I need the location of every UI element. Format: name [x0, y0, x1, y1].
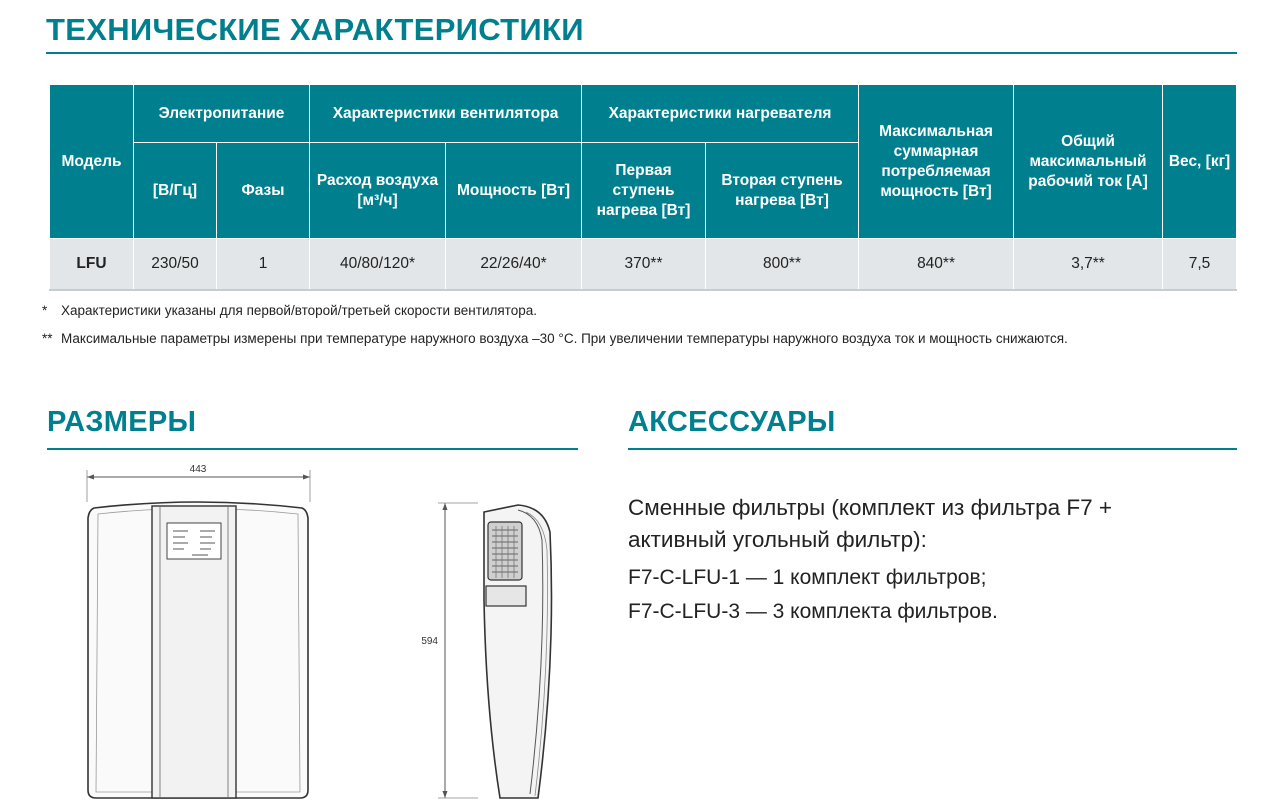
footnote-text: Максимальные параметры измерены при температуре наружного воздуха –30 °С. При увеличении температуры наружного воздуха ток и мощность снижаются. — [61, 331, 1068, 346]
title-divider — [46, 52, 1237, 54]
cell-fan-power: 22/26/40* — [446, 239, 582, 291]
footnote-text: Характеристики указаны для первой/второй/третьей скорости вентилятора. — [61, 303, 537, 318]
unit-side-view — [484, 505, 552, 798]
dimensions-divider — [47, 448, 578, 450]
cell-max-current: 3,7** — [1014, 239, 1163, 291]
header-weight: Вес, [кг] — [1163, 85, 1237, 239]
header-airflow: Расход воздуха [м³/ч] — [310, 143, 446, 239]
cell-phases: 1 — [217, 239, 310, 291]
header-max-total-power: Максимальная суммарная потребляемая мощность [Вт] — [859, 85, 1014, 239]
accessories-line-1: Сменные фильтры (комплект из фильтра F7 + — [628, 495, 1113, 520]
cell-weight: 7,5 — [1163, 239, 1237, 291]
header-fan-power: Мощность [Вт] — [446, 143, 582, 239]
header-stage2: Вторая ступень нагрева [Вт] — [706, 143, 859, 239]
header-power-supply: Электропитание — [134, 85, 310, 143]
header-voltage: [В/Гц] — [134, 143, 217, 239]
accessories-divider — [628, 448, 1237, 450]
accessories-item-1: F7-C-LFU-1 — 1 комплект фильтров; — [628, 566, 987, 589]
cell-airflow: 40/80/120* — [310, 239, 446, 291]
footnote-mark: ** — [42, 331, 53, 346]
cell-stage1: 370** — [582, 239, 706, 291]
header-model: Модель — [50, 85, 134, 239]
header-fan: Характеристики вентилятора — [310, 85, 582, 143]
unit-front-view — [88, 502, 308, 798]
header-max-current: Общий максимальный рабочий ток [А] — [1014, 85, 1163, 239]
cell-model: LFU — [50, 239, 134, 291]
cell-stage2: 800** — [706, 239, 859, 291]
header-stage1: Первая ступень нагрева [Вт] — [582, 143, 706, 239]
header-heater: Характеристики нагревателя — [582, 85, 859, 143]
footnote-2 — [42, 331, 1068, 346]
footnote-1 — [42, 303, 537, 318]
dimensions-title: РАЗМЕРЫ — [47, 406, 197, 438]
cell-max-total-power: 840** — [859, 239, 1014, 291]
height-dimension-label: 594 — [421, 636, 438, 647]
cell-voltage: 230/50 — [134, 239, 217, 291]
header-phases: Фазы — [217, 143, 310, 239]
page-title: ТЕХНИЧЕСКИЕ ХАРАКТЕРИСТИКИ — [46, 12, 584, 47]
accessories-title: АКСЕССУАРЫ — [628, 406, 836, 438]
width-dimension-label: 443 — [189, 464, 207, 475]
footnote-mark: * — [42, 303, 48, 318]
table-row — [50, 239, 1237, 291]
accessories-item-2: F7-C-LFU-3 — 3 комплекта фильтров. — [628, 600, 998, 623]
specs-table — [49, 84, 1237, 291]
accessories-line-2: активный угольный фильтр): — [628, 527, 927, 552]
dimensions-drawing — [48, 460, 578, 805]
